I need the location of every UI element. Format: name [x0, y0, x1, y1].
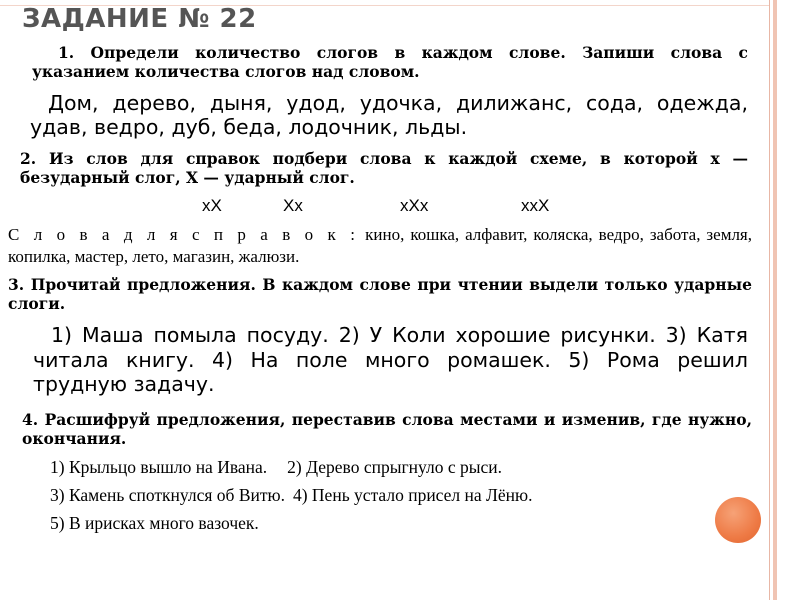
- scheme-1: хХ: [202, 196, 222, 215]
- task1-words: Дом, дерево, дыня, удод, удочка, дилижанс, сода, одежда, удав, ведро, дуб, беда, лодочник, льды.: [30, 91, 748, 139]
- task4-line-2: 3) Камень споткнулся об Витю. 4) Пень устало присел на Лёню.: [50, 485, 533, 505]
- task4-line-1: 1) Крыльцо вышло на Ивана. 2) Дерево спрыгнуло с рыси.: [50, 457, 502, 477]
- reference-label: С л о в а д л я с п р а в о к :: [8, 225, 360, 244]
- task4-heading: 4. Расшифруй предложения, переставив слова местами и изменив, где нужно, окончания.: [22, 410, 752, 448]
- scheme-3: хХх: [400, 196, 429, 215]
- task2-heading: 2. Из слов для справок подбери слова к каждой схеме, в которой х — безударный слог, Х — ударный слог.: [20, 149, 748, 187]
- scheme-4: ххХ: [521, 196, 550, 215]
- slide-title: ЗАДАНИЕ № 22: [22, 4, 257, 34]
- syllable-schemes: [0, 196, 770, 218]
- task3-sentences: 1) Маша помыла посуду. 2) У Коли хорошие рисунки. 3) Катя читала книгу. 4) На поле много ромашек. 5) Рома решил трудную задачу.: [33, 323, 748, 396]
- scheme-2: Хх: [283, 196, 303, 215]
- task3-heading: 3. Прочитай предложения. В каждом слове при чтении выдели только ударные слоги.: [8, 275, 752, 313]
- task1-heading: 1. Определи количество слогов в каждом слове. Запиши слова с указанием количества слогов над словом.: [32, 43, 748, 81]
- decorative-orange-circle: [715, 497, 761, 543]
- right-border-line: [769, 0, 770, 600]
- reference-list: кино, кошка, алфавит, коляска, ведро, забота, земля, копилка, мастер, лето, магазин, жалюзи.: [8, 225, 753, 266]
- task4-line-3: 5) В ирисках много вазочек.: [50, 513, 259, 533]
- right-border-bar: [773, 0, 777, 600]
- reference-words: [8, 224, 752, 268]
